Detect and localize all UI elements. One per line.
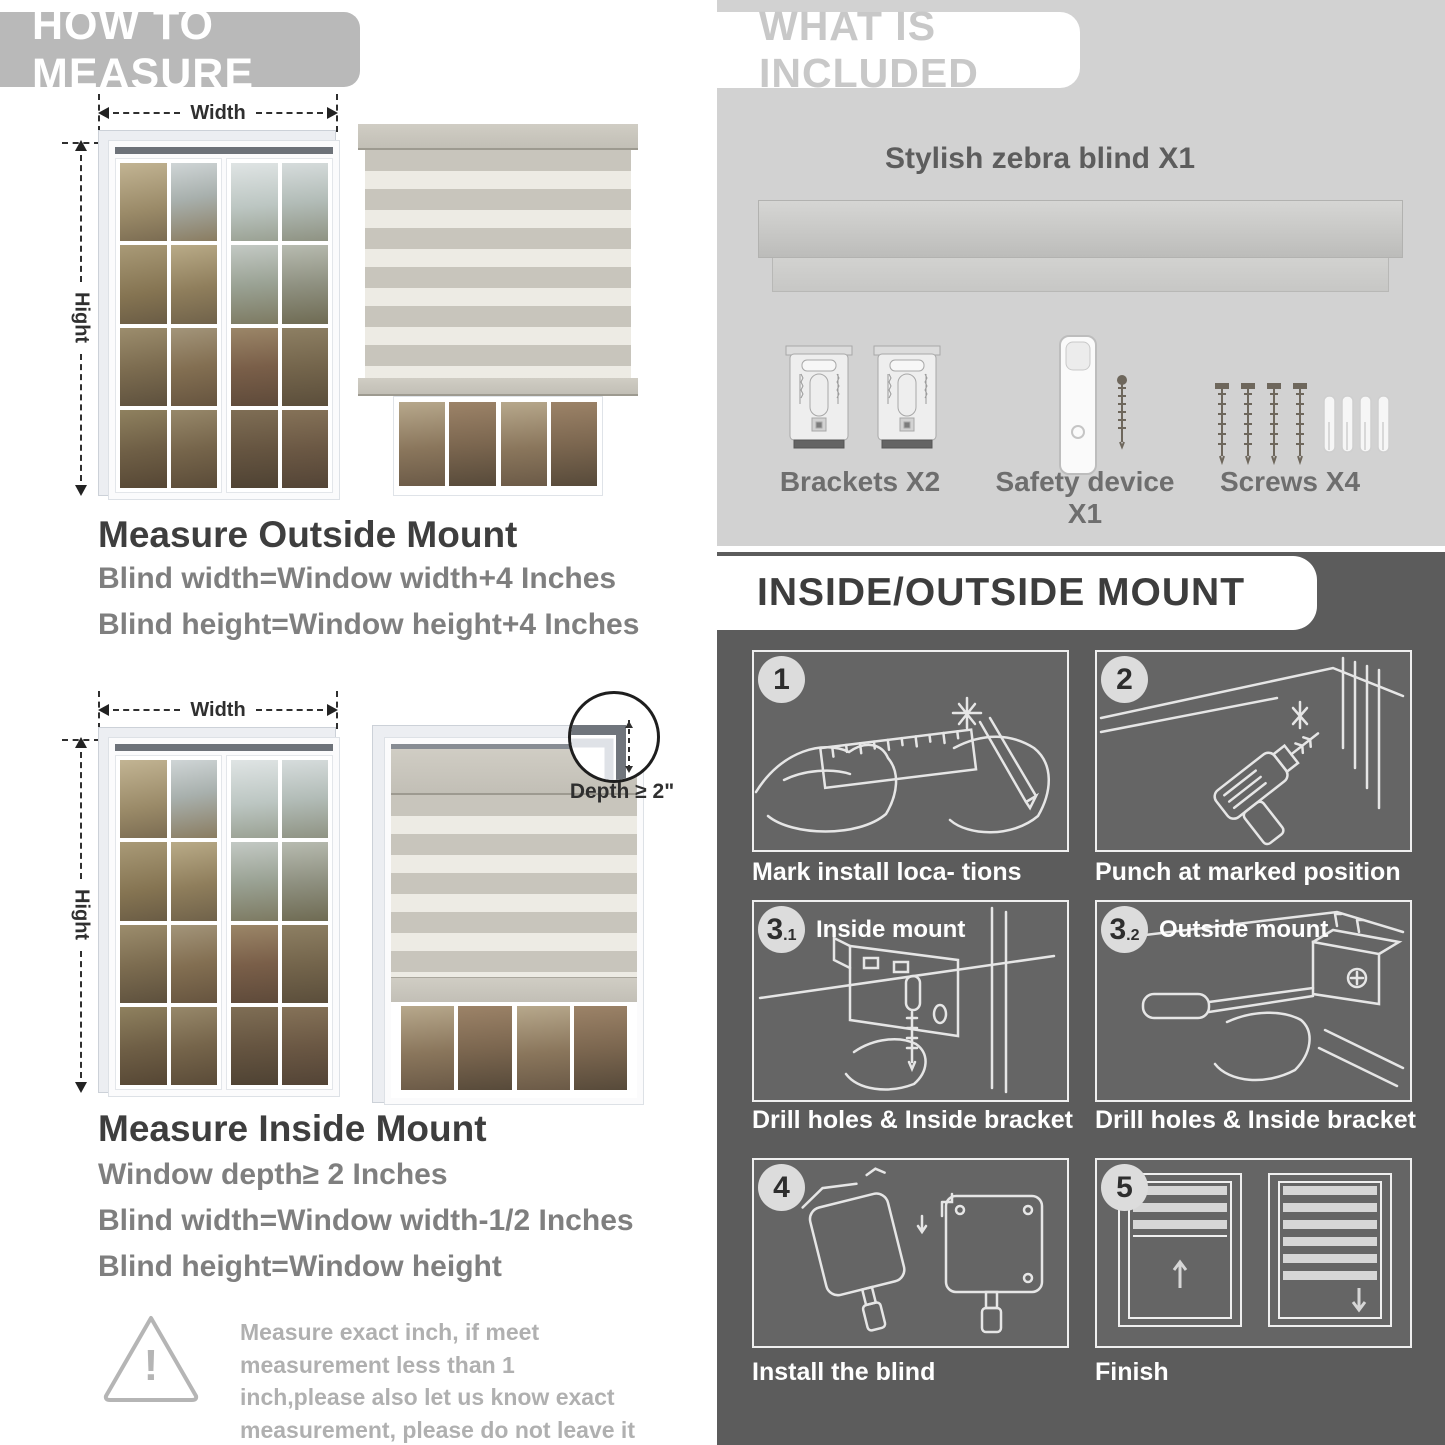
- window-pane: [120, 410, 167, 488]
- step-1-frame: [752, 650, 1069, 852]
- window-pane: [231, 328, 278, 406]
- step-number-badge: [1101, 1164, 1148, 1211]
- step-number-badge: [758, 906, 805, 953]
- step-3-1-caption: Drill holes & Inside bracket: [752, 1106, 1073, 1134]
- warning-triangle-icon: [100, 1312, 202, 1404]
- tick-line: [336, 691, 338, 729]
- blind-bottom-rail: [391, 977, 637, 1002]
- blind-fabric-roll: [772, 258, 1389, 292]
- step-3-2-frame: [1095, 900, 1412, 1102]
- window-pane: [401, 1006, 454, 1090]
- step-2-caption: Punch at marked position: [1095, 858, 1401, 886]
- window-below-blind: [391, 1002, 637, 1098]
- brackets-icon: [782, 344, 947, 464]
- window-pane: [282, 760, 329, 838]
- window-pane: [231, 842, 278, 920]
- tick-line: [98, 691, 100, 729]
- window-below-blind: [393, 396, 603, 496]
- width-label: Width: [190, 698, 246, 721]
- arrowhead-down-icon: [75, 485, 87, 496]
- step-3-2-caption: Drill holes & Inside bracket: [1095, 1106, 1416, 1134]
- window-pane: [120, 760, 167, 838]
- height-measure-inside: [70, 737, 92, 1093]
- mini-sash: [501, 402, 598, 486]
- dashed-line: [80, 354, 82, 481]
- step-number: 1: [773, 662, 790, 696]
- width-label: Width: [190, 101, 246, 124]
- step-3-1-frame: [752, 900, 1069, 1102]
- step-4-frame: [752, 1158, 1069, 1348]
- tick-line: [336, 94, 338, 132]
- inside-mount-line2: Blind width=Window width-1/2 Inches: [98, 1204, 634, 1237]
- window-sash-left: [115, 755, 222, 1090]
- window-pane: [458, 1006, 511, 1090]
- window-pane: [171, 1007, 218, 1085]
- window-pane: [282, 925, 329, 1003]
- step-number: 3: [766, 912, 784, 946]
- step-number-badge: [1101, 656, 1148, 703]
- step-number: 4: [773, 1170, 790, 1204]
- step-number: 3: [1109, 912, 1127, 946]
- corner-detail-icon: [571, 694, 657, 780]
- window-pane: [574, 1006, 627, 1090]
- window-pane: [120, 328, 167, 406]
- window-pane: [501, 402, 547, 486]
- mini-sash: [517, 1006, 628, 1090]
- window-pane: [171, 842, 218, 920]
- mini-sash: [399, 402, 496, 486]
- window-pane: [517, 1006, 570, 1090]
- step-1-caption: Mark install loca- tions: [752, 858, 1022, 886]
- depth-label: Depth ≥ 2": [569, 780, 675, 803]
- inside-mount-line1: Window depth≥ 2 Inches: [98, 1158, 448, 1191]
- window-pane: [120, 245, 167, 323]
- blind-fabric: [365, 150, 631, 378]
- how-to-measure-title: HOW TO MEASURE: [32, 0, 255, 98]
- window-sashes: [115, 755, 333, 1090]
- window-pane: [171, 925, 218, 1003]
- step-3-1-title: Inside mount: [816, 916, 966, 943]
- dashed-line: [113, 112, 180, 114]
- tick-line: [62, 142, 100, 144]
- blind-illustration-outside: [358, 124, 638, 496]
- window-pane: [171, 410, 218, 488]
- screws-icon: [1212, 382, 1402, 474]
- screws-label: Screws X4: [1219, 466, 1361, 497]
- step-5-frame: [1095, 1158, 1412, 1348]
- window-frame: [108, 140, 340, 500]
- window-pane: [120, 1007, 167, 1085]
- inside-mount-title: Measure Inside Mount: [98, 1108, 487, 1149]
- window-pane: [551, 402, 597, 486]
- brackets-label: Brackets X2: [779, 466, 941, 497]
- what-is-included-header: [717, 3, 1080, 96]
- window-pane: [231, 1007, 278, 1085]
- step-number-sub: .2: [1126, 927, 1140, 944]
- window-illustration-outside: [98, 130, 336, 496]
- window-pane: [282, 163, 329, 241]
- step-number-badge: [758, 1164, 805, 1211]
- window-pane: [231, 760, 278, 838]
- window-pane: [282, 328, 329, 406]
- window-pane: [231, 925, 278, 1003]
- inside-mount-line3: Blind height=Window height: [98, 1250, 502, 1283]
- window-pane: [399, 402, 445, 486]
- step-number: 2: [1116, 662, 1133, 696]
- window-sash-right: [226, 158, 333, 493]
- inside-outside-mount-title: INSIDE/OUTSIDE MOUNT: [757, 571, 1246, 614]
- width-measure-outside: [98, 102, 338, 124]
- window-pane: [231, 245, 278, 323]
- warning-mark: !: [143, 1341, 159, 1390]
- height-measure-outside: [70, 140, 92, 496]
- step-5-caption: Finish: [1095, 1358, 1169, 1386]
- window-pane: [120, 163, 167, 241]
- window-sash-left: [115, 158, 222, 493]
- step-number-badge: [758, 656, 805, 703]
- safety-device-label: Safety device X1: [995, 466, 1175, 529]
- tick-line: [98, 94, 100, 132]
- window-pane: [171, 245, 218, 323]
- window-pane: [449, 402, 495, 486]
- dashed-line: [256, 112, 323, 114]
- window-pane: [171, 163, 218, 241]
- dashed-line: [80, 752, 82, 879]
- arrowhead-down-icon: [75, 1082, 87, 1093]
- step-3-2-title: Outside mount: [1159, 916, 1329, 943]
- window-sash-right: [226, 755, 333, 1090]
- tick-line: [62, 739, 100, 741]
- step-number-sub: .1: [783, 927, 797, 944]
- window-sashes: [115, 158, 333, 493]
- dashed-line: [80, 951, 82, 1078]
- product-label: Stylish zebra blind X1: [884, 142, 1196, 175]
- window-pane: [282, 842, 329, 920]
- step-2-frame: [1095, 650, 1412, 852]
- dashed-line: [256, 709, 323, 711]
- width-measure-inside: [98, 699, 338, 721]
- warning-text: Measure exact inch, if meet measurement less than 1 inch,please also let us know exact measurement, please do not leave it: [240, 1319, 635, 1443]
- height-label: Hight: [70, 889, 93, 941]
- outside-mount-title: Measure Outside Mount: [98, 514, 518, 555]
- height-label: Hight: [70, 292, 93, 344]
- window-pane: [282, 245, 329, 323]
- window-pane: [231, 410, 278, 488]
- dashed-line: [113, 709, 180, 711]
- step-4-caption: Install the blind: [752, 1358, 936, 1386]
- outside-mount-line1: Blind width=Window width+4 Inches: [98, 562, 617, 595]
- outside-mount-line2: Blind height=Window height+4 Inches: [98, 608, 640, 641]
- window-pane: [120, 842, 167, 920]
- window-pane: [282, 1007, 329, 1085]
- window-illustration-inside: [98, 727, 336, 1093]
- dashed-line: [80, 155, 82, 282]
- window-top-shadow: [115, 147, 333, 154]
- step-number: 5: [1116, 1170, 1133, 1204]
- mini-sash: [401, 1006, 512, 1090]
- blind-bottom-rail: [358, 378, 638, 396]
- window-top-shadow: [115, 744, 333, 751]
- how-to-measure-header: [0, 0, 360, 98]
- window-pane: [171, 328, 218, 406]
- blind-fabric: [391, 795, 637, 977]
- window-pane: [231, 163, 278, 241]
- safety-device-icon: [1052, 332, 1147, 482]
- what-is-included-title: WHAT IS INCLUDED: [759, 3, 979, 96]
- window-frame: [108, 737, 340, 1097]
- blind-headrail: [758, 200, 1403, 258]
- window-pane: [282, 410, 329, 488]
- inside-outside-mount-header: [717, 556, 1317, 630]
- window-pane: [120, 925, 167, 1003]
- window-pane: [171, 760, 218, 838]
- depth-magnifier: [568, 691, 660, 783]
- blind-cassette: [358, 124, 638, 150]
- step-number-badge: [1101, 906, 1148, 953]
